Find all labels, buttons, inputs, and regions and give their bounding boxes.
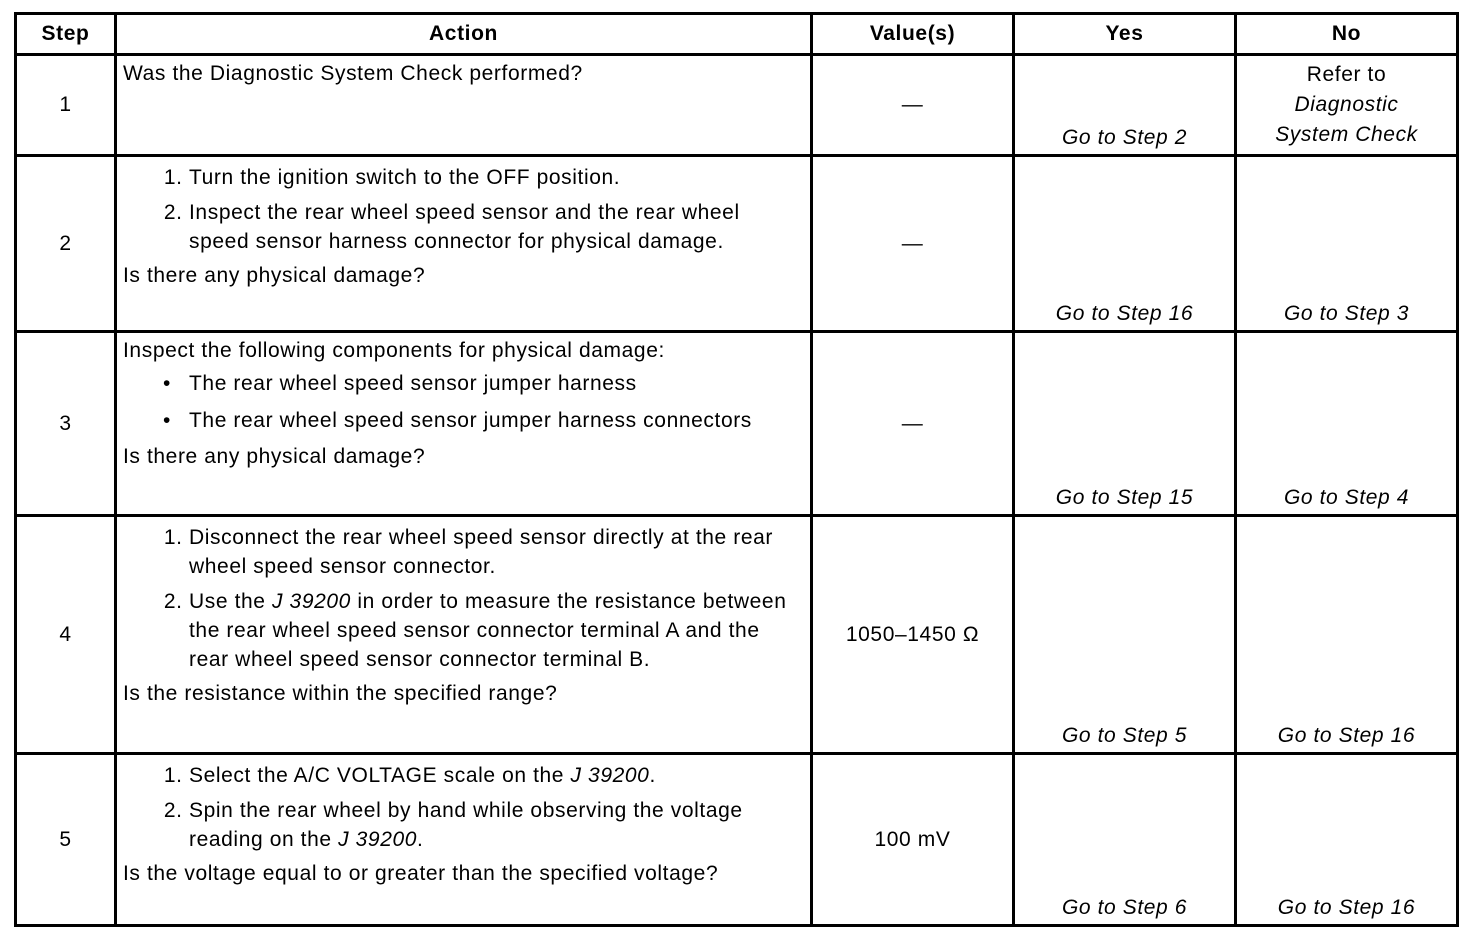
step-number: 1 <box>16 55 116 156</box>
header-value: Value(s) <box>812 14 1014 55</box>
action-step-item: 2. Inspect the rear wheel speed sensor and the rear wheel speed sensor harness connector for physical damage. <box>189 198 804 256</box>
yes-cell: Go to Step 15 <box>1014 332 1236 516</box>
action-cell <box>116 754 812 926</box>
action-cell <box>116 332 812 516</box>
no-cell: Go to Step 4 <box>1236 332 1458 516</box>
no-refer-line1: Refer to <box>1306 63 1387 86</box>
table-row <box>16 754 1458 926</box>
step-text: . <box>649 764 656 787</box>
step-number: 3 <box>16 332 116 516</box>
no-cell: Go to Step 3 <box>1236 156 1458 332</box>
no-cell: Go to Step 16 <box>1236 754 1458 926</box>
action-steps <box>123 163 804 256</box>
action-steps <box>123 761 804 854</box>
yes-cell: Go to Step 16 <box>1014 156 1236 332</box>
table-header-row <box>16 14 1458 55</box>
step-text: in order to measure the resistance between the rear wheel speed sensor connector terminal A and the rear wheel speed sensor connector terminal B. <box>189 590 787 671</box>
action-question: Is there any physical damage? <box>123 264 426 287</box>
step-text: . <box>417 828 424 851</box>
action-question: Is the resistance within the specified range? <box>123 682 558 705</box>
tool-reference: J 39200 <box>272 590 351 613</box>
table-row <box>16 332 1458 516</box>
diagnostic-table <box>14 12 1459 927</box>
action-step-item <box>189 587 804 674</box>
value-cell: 100 mV <box>812 754 1014 926</box>
step-text: Use the <box>189 590 273 613</box>
step-number: 2 <box>16 156 116 332</box>
action-step-item: 1. Disconnect the rear wheel speed sensor directly at the rear wheel speed sensor connector. <box>189 523 804 581</box>
table-row <box>16 516 1458 754</box>
tool-reference: J 39200 <box>570 764 650 787</box>
value-cell: — <box>812 55 1014 156</box>
no-cell: Go to Step 16 <box>1236 516 1458 754</box>
step-number: 5 <box>16 754 116 926</box>
table-row <box>16 55 1458 156</box>
action-question: Was the Diagnostic System Check performed? <box>123 62 583 85</box>
action-question: Is the voltage equal to or greater than the specified voltage? <box>123 862 719 885</box>
action-bullets <box>123 369 804 435</box>
header-no: No <box>1236 14 1458 55</box>
action-cell <box>116 516 812 754</box>
no-cell <box>1236 55 1458 156</box>
yes-cell: Go to Step 5 <box>1014 516 1236 754</box>
yes-cell: Go to Step 6 <box>1014 754 1236 926</box>
header-step: Step <box>16 14 116 55</box>
step-text: Select the A/C VOLTAGE scale on the <box>189 764 571 787</box>
action-intro: Inspect the following components for physical damage: <box>123 339 665 362</box>
action-step-item <box>189 796 804 854</box>
no-refer-line3: System Check <box>1275 123 1418 146</box>
value-cell: — <box>812 332 1014 516</box>
action-bullet-item: • The rear wheel speed sensor jumper harness <box>189 369 804 398</box>
action-steps <box>123 523 804 674</box>
step-number: 4 <box>16 516 116 754</box>
action-cell <box>116 55 812 156</box>
step-text: Spin the rear wheel by hand while observing the voltage reading on the <box>189 799 743 851</box>
action-bullet-item: • The rear wheel speed sensor jumper harness connectors <box>189 406 804 435</box>
tool-reference: J 39200 <box>338 828 418 851</box>
header-action: Action <box>116 14 812 55</box>
value-cell: 1050–1450 Ω <box>812 516 1014 754</box>
header-yes: Yes <box>1014 14 1236 55</box>
action-question: Is there any physical damage? <box>123 445 426 468</box>
action-step-item <box>189 761 804 790</box>
no-refer-line2: Diagnostic <box>1294 93 1399 116</box>
action-cell <box>116 156 812 332</box>
yes-cell: Go to Step 2 <box>1014 55 1236 156</box>
table-row <box>16 156 1458 332</box>
value-cell: — <box>812 156 1014 332</box>
action-step-item: 1. Turn the ignition switch to the OFF position. <box>189 163 804 192</box>
